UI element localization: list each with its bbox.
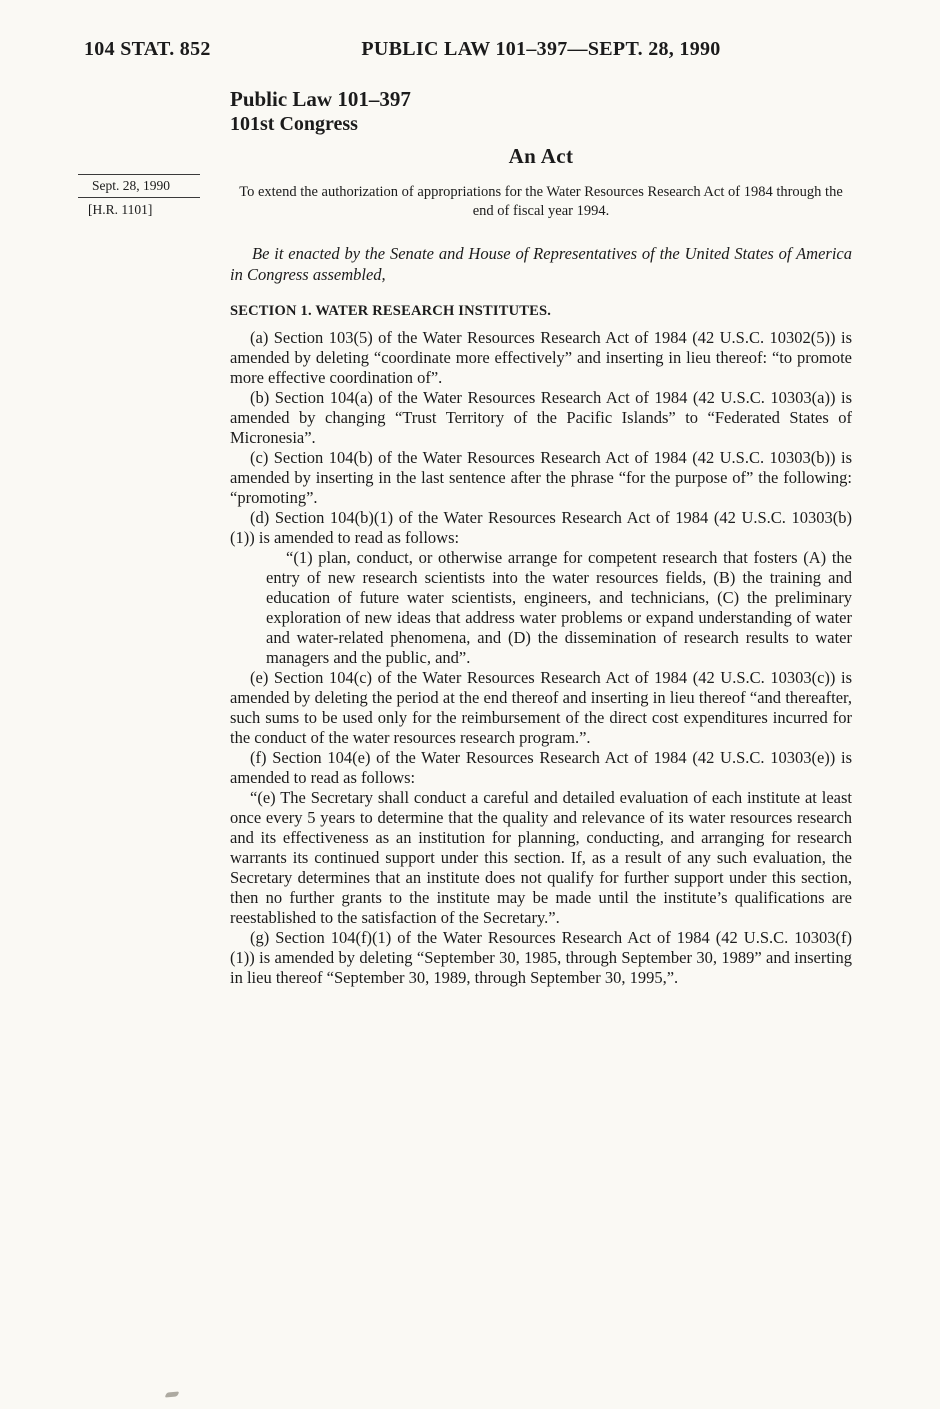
margin-note bbox=[78, 174, 200, 218]
paragraph-a: (a) Section 103(5) of the Water Resources Research Act of 1984 (42 U.S.C. 10302(5)) is amended by deleting “coordinate more effectively” and inserting in lieu thereof: “to promote more effective coordination of”. bbox=[230, 328, 852, 387]
paragraph-f: (f) Section 104(e) of the Water Resources Research Act of 1984 (42 U.S.C. 10303(e)) is amended to read as follows: bbox=[230, 748, 852, 787]
act-purpose: To extend the authorization of appropriations for the Water Resources Research Act of 1984 through the end of fiscal year 1994. bbox=[239, 184, 843, 219]
paragraph-f-quoted-subsection-e: “(e) The Secretary shall conduct a careful and detailed evaluation of each institute at least once every 5 years to determine that the quality and relevance of its water resources research and its effectiveness as an institution for planning, conducting, and arranging for research warrants its continued support under this section. If, as a result of any such evaluation, the Secretary determines that an institute does not qualify for further support under this section, then no further grants to the institute may be made until the institute’s qualifications are reestablished to the satisfaction of the Secretary.”. bbox=[230, 788, 852, 927]
paragraph-d-subsection-1: “(1) plan, conduct, or otherwise arrange for competent research that fosters (A) the entry of new research scientists into the water resources fields, (B) the training and education of future water scientists, engineers, and technicians, (C) the preliminary exploration of new ideas that address water problems or expand understanding of water and water-related phenomena, and (D) the dissemination of research results to water managers and the public, and”. bbox=[266, 548, 852, 667]
paragraph-e: (e) Section 104(c) of the Water Resources Research Act of 1984 (42 U.S.C. 10303(c)) is amended by deleting the period at the end thereof and inserting in lieu thereof “and thereafter, such sums to be used only for the reimbursement of the direct cost expenditures incurred for the conduct of the water resources research program.”. bbox=[230, 668, 852, 747]
running-head: PUBLIC LAW 101–397—SEPT. 28, 1990 bbox=[361, 38, 721, 60]
paragraph-d: (d) Section 104(b)(1) of the Water Resources Research Act of 1984 (42 U.S.C. 10303(b)(1)) is amended to read as follows: bbox=[230, 508, 852, 547]
congress-heading: 101st Congress bbox=[230, 113, 358, 135]
act-heading: An Act bbox=[508, 144, 574, 168]
law-number-heading: Public Law 101–397 bbox=[230, 87, 411, 111]
enacting-clause: Be it enacted by the Senate and House of Representatives of the United States of America in Congress assembled, bbox=[230, 244, 852, 284]
margin-note-date: Sept. 28, 1990 bbox=[78, 174, 200, 198]
stat-number: 104 STAT. 852 bbox=[84, 38, 211, 60]
paragraph-g: (g) Section 104(f)(1) of the Water Resources Research Act of 1984 (42 U.S.C. 10303(f)(1)) is amended by deleting “September 30, 1985, through September 30, 1989” and inserting in lieu thereof “September 30, 1989, through September 30, 1995,”. bbox=[230, 928, 852, 987]
margin-note-bill-number: [H.R. 1101] bbox=[88, 202, 153, 217]
scan-artifact bbox=[164, 1391, 179, 1397]
paragraph-c: (c) Section 104(b) of the Water Resources Research Act of 1984 (42 U.S.C. 10303(b)) is amended by inserting in the last sentence after the phrase “for the purpose of” the following: “promoting”. bbox=[230, 448, 852, 507]
paragraph-b: (b) Section 104(a) of the Water Resources Research Act of 1984 (42 U.S.C. 10303(a)) is amended by changing “Trust Territory of the Pacific Islands” to “Federated States of Micronesia”. bbox=[230, 388, 852, 447]
main-text-column bbox=[230, 86, 852, 988]
section-heading: SECTION 1. WATER RESEARCH INSTITUTES. bbox=[230, 303, 552, 319]
